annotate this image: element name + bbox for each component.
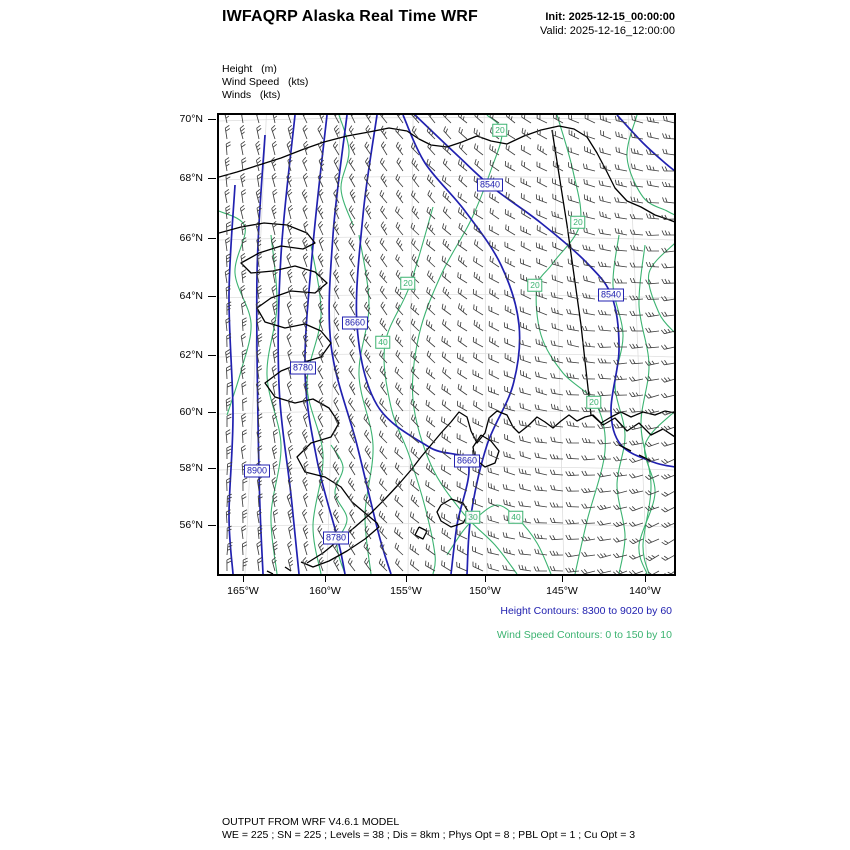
map-canvas bbox=[219, 115, 674, 574]
lat-tick bbox=[208, 412, 216, 413]
wind-contour-label: 40 bbox=[508, 511, 523, 524]
height-contour-label: 8540 bbox=[598, 289, 624, 302]
lat-tick-label: 60°N bbox=[179, 406, 203, 418]
init-timestamp: Init: 2025-12-15_00:00:00 bbox=[545, 11, 675, 23]
lon-tick-label: 145°W bbox=[546, 585, 578, 597]
lat-tick-label: 58°N bbox=[179, 462, 203, 474]
height-contour-label: 8780 bbox=[290, 362, 316, 375]
lat-tick bbox=[208, 525, 216, 526]
legend-height-label: Height (m) bbox=[222, 63, 277, 75]
lon-tick bbox=[325, 574, 326, 582]
legend-windspeed-label: Wind Speed (kts) bbox=[222, 76, 309, 88]
wind-contour-annotation: Wind Speed Contours: 0 to 150 by 10 bbox=[496, 629, 672, 641]
lat-tick bbox=[208, 238, 216, 239]
lon-tick bbox=[562, 574, 563, 582]
lat-tick-label: 62°N bbox=[179, 349, 203, 361]
wind-contour-label: 20 bbox=[570, 216, 585, 229]
lat-tick bbox=[208, 355, 216, 356]
lat-tick bbox=[208, 296, 216, 297]
wind-contour-label: 40 bbox=[375, 336, 390, 349]
lon-tick bbox=[485, 574, 486, 582]
footer-config-line: WE = 225 ; SN = 225 ; Levels = 38 ; Dis = 8km ; Phys Opt = 8 ; PBL Opt = 1 ; Cu Opt = 3 bbox=[222, 829, 636, 841]
lat-tick-label: 66°N bbox=[179, 232, 203, 244]
height-contour-label: 8780 bbox=[323, 532, 349, 545]
lat-tick bbox=[208, 178, 216, 179]
wind-contour-label: 30 bbox=[465, 511, 480, 524]
height-contours-layer bbox=[229, 115, 674, 574]
lon-tick-label: 165°W bbox=[227, 585, 259, 597]
lon-tick-label: 160°W bbox=[309, 585, 341, 597]
wind-contour-label: 20 bbox=[527, 279, 542, 292]
lat-tick-label: 70°N bbox=[179, 113, 203, 125]
page-title: IWFAQRP Alaska Real Time WRF bbox=[221, 8, 479, 25]
wind-contour-label: 20 bbox=[400, 277, 415, 290]
map-frame bbox=[217, 113, 676, 576]
height-contour-label: 8660 bbox=[342, 317, 368, 330]
lon-tick-label: 155°W bbox=[390, 585, 422, 597]
height-contour-annotation: Height Contours: 8300 to 9020 by 60 bbox=[500, 605, 672, 617]
lon-tick bbox=[243, 574, 244, 582]
height-contour-label: 8540 bbox=[477, 179, 503, 192]
wind-contour-label: 20 bbox=[586, 396, 601, 409]
legend-winds-label: Winds (kts) bbox=[222, 89, 281, 101]
height-contour-label: 8660 bbox=[454, 455, 480, 468]
lat-tick bbox=[208, 468, 216, 469]
lat-tick bbox=[208, 119, 216, 120]
valid-timestamp: Valid: 2025-12-16_12:00:00 bbox=[540, 25, 675, 37]
height-contour-label: 8900 bbox=[244, 465, 270, 478]
wind-contour-label: 20 bbox=[492, 124, 507, 137]
lon-tick-label: 150°W bbox=[469, 585, 501, 597]
lon-tick bbox=[406, 574, 407, 582]
footer-model-line: OUTPUT FROM WRF V4.6.1 MODEL bbox=[222, 816, 400, 828]
lat-tick-label: 64°N bbox=[179, 290, 203, 302]
lat-tick-label: 56°N bbox=[179, 519, 203, 531]
lon-tick bbox=[645, 574, 646, 582]
lat-tick-label: 68°N bbox=[179, 172, 203, 184]
lon-tick-label: 140°W bbox=[629, 585, 661, 597]
